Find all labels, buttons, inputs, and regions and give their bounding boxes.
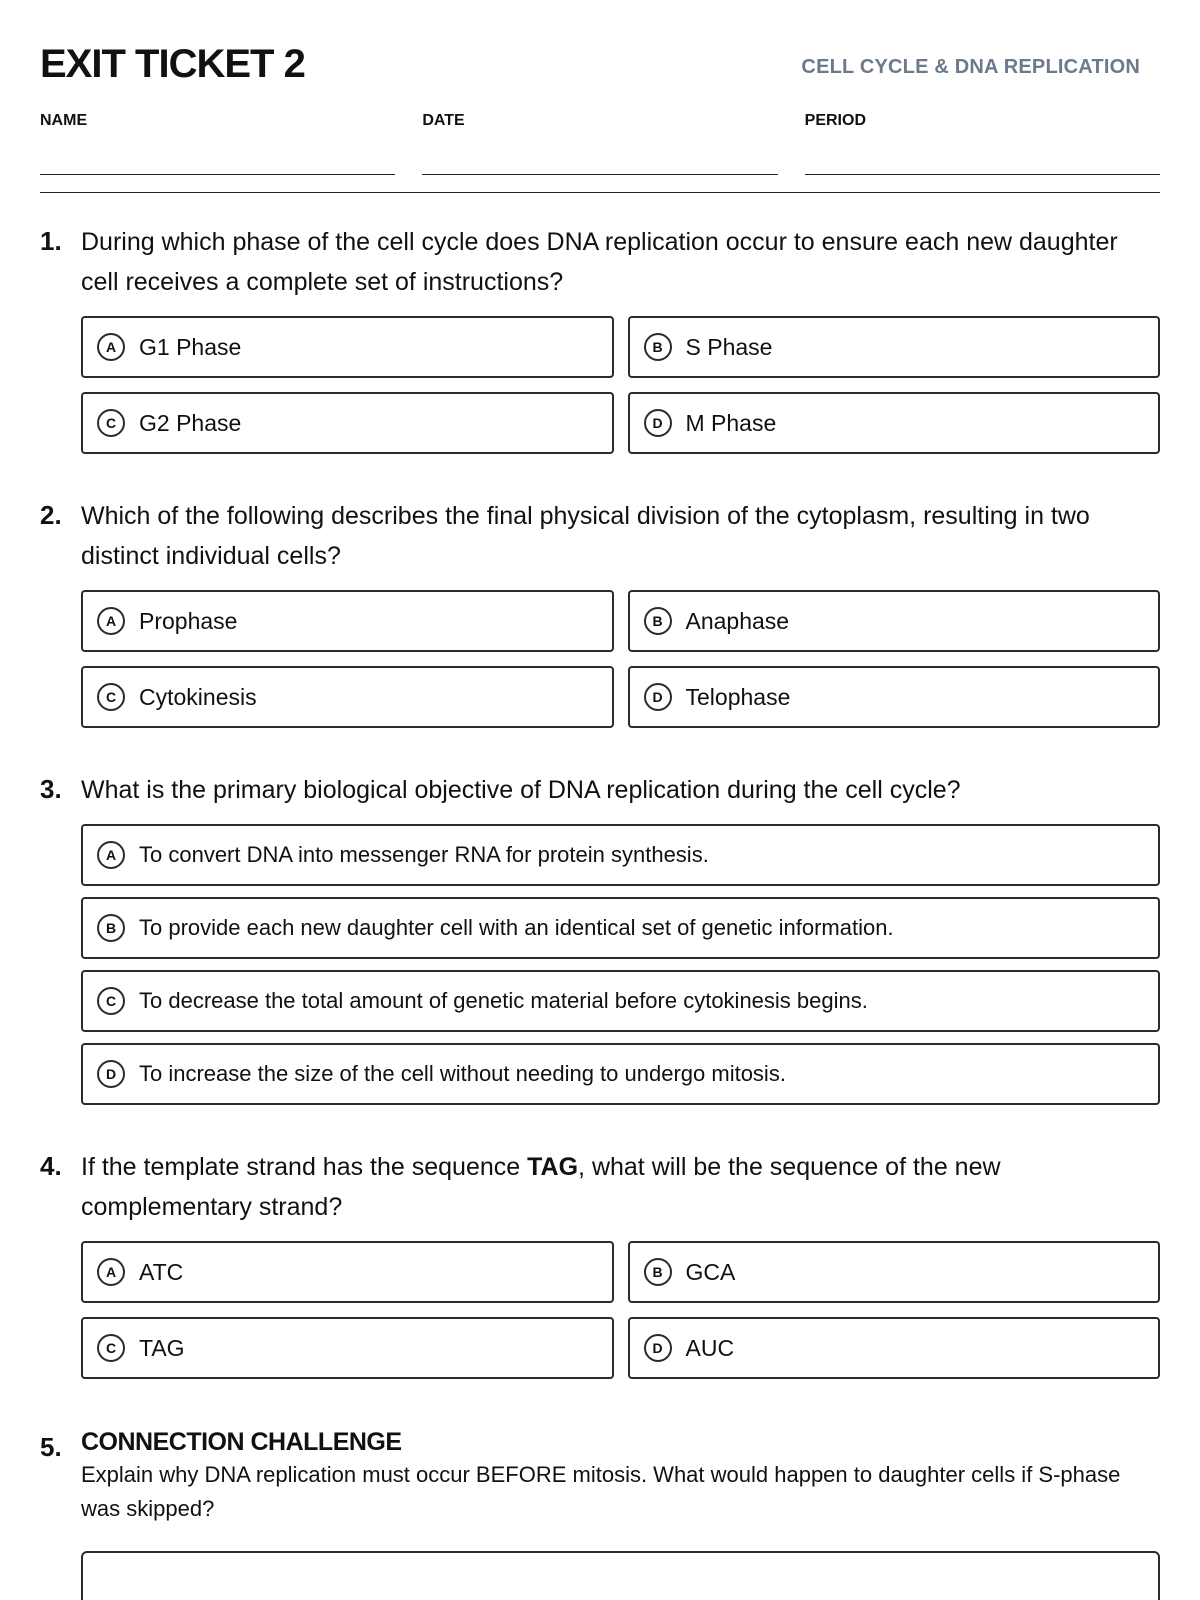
question-text-start: If the template strand has the sequence: [81, 1153, 528, 1181]
option-letter-bubble: B: [644, 1258, 672, 1286]
question-5: [40, 1426, 1160, 1526]
option-letter-bubble: A: [97, 333, 125, 361]
header-divider: [40, 192, 1160, 193]
question-number: 5.: [40, 1432, 62, 1462]
question-text: [81, 1147, 1160, 1227]
option-b[interactable]: [628, 1241, 1161, 1303]
option-text: G1 Phase: [139, 333, 242, 360]
answer-options: [81, 1241, 1160, 1379]
option-b[interactable]: [628, 316, 1161, 378]
option-letter-bubble: D: [644, 1334, 672, 1362]
option-c[interactable]: [81, 392, 614, 454]
option-a[interactable]: [81, 1241, 614, 1303]
option-a[interactable]: [81, 590, 614, 652]
option-c[interactable]: [81, 970, 1160, 1032]
period-line: [805, 174, 1160, 175]
page-title: EXIT TICKET 2: [40, 42, 305, 86]
written-answer-box[interactable]: [81, 1551, 1160, 1600]
option-text: M Phase: [685, 409, 777, 436]
option-letter-bubble: C: [97, 683, 125, 711]
sequence-highlight: TAG: [527, 1153, 579, 1181]
page-subtitle: CELL CYCLE & DNA REPLICATION: [801, 56, 1140, 78]
option-letter-bubble: D: [97, 1060, 125, 1088]
option-letter-bubble: C: [97, 1334, 125, 1362]
option-text: Prophase: [139, 607, 238, 634]
date-field[interactable]: [422, 112, 777, 175]
option-letter-bubble: A: [97, 607, 125, 635]
option-text: To convert DNA into messenger RNA for protein synthesis.: [139, 842, 709, 867]
option-a[interactable]: [81, 316, 614, 378]
option-letter-bubble: B: [97, 914, 125, 942]
question-2: [40, 496, 1160, 728]
question-number: 3.: [40, 774, 62, 804]
date-line: [422, 174, 777, 175]
challenge-prompt: Explain why DNA replication must occur BEFORE mitosis. What would happen to daughter cells if S-phase was skipped?: [81, 1462, 1121, 1521]
answer-options: [81, 316, 1160, 454]
option-d[interactable]: [628, 392, 1161, 454]
option-letter-bubble: D: [644, 683, 672, 711]
name-label: NAME: [40, 112, 88, 129]
option-text: To provide each new daughter cell with an identical set of genetic information.: [139, 915, 894, 940]
header: [40, 0, 1160, 110]
option-text: Anaphase: [685, 607, 790, 634]
option-d[interactable]: [81, 1043, 1160, 1105]
option-letter-bubble: C: [97, 409, 125, 437]
option-text: ATC: [139, 1258, 184, 1285]
question-number: 1.: [40, 226, 62, 256]
option-a[interactable]: [81, 824, 1160, 886]
option-letter-bubble: A: [97, 841, 125, 869]
period-label: PERIOD: [804, 112, 866, 129]
option-d[interactable]: [628, 1317, 1161, 1379]
answer-options: [81, 824, 1160, 1105]
option-text: AUC: [685, 1334, 735, 1361]
option-text: Cytokinesis: [139, 683, 257, 710]
question-number: 2.: [40, 500, 62, 530]
option-c[interactable]: [81, 666, 614, 728]
name-line: [40, 174, 395, 175]
name-field[interactable]: [40, 112, 395, 175]
option-letter-bubble: A: [97, 1258, 125, 1286]
option-letter-bubble: B: [644, 607, 672, 635]
question-text: During which phase of the cell cycle does DNA replication occur to ensure each new daughter cell receives a complete set of instructions?: [81, 228, 1118, 296]
question-text: Which of the following describes the final physical division of the cytoplasm, resulting in two distinct individual cells?: [81, 502, 1090, 570]
option-b[interactable]: [81, 897, 1160, 959]
option-text: S Phase: [685, 333, 773, 360]
option-letter-bubble: B: [644, 333, 672, 361]
option-letter-bubble: D: [644, 409, 672, 437]
option-letter-bubble: C: [97, 987, 125, 1015]
student-info-fields: [40, 112, 1160, 175]
challenge-title: CONNECTION CHALLENGE: [81, 1428, 402, 1456]
answer-options: [81, 590, 1160, 728]
question-4: [40, 1147, 1160, 1379]
option-text: TAG: [139, 1334, 185, 1361]
option-d[interactable]: [628, 666, 1161, 728]
option-text: Telophase: [685, 683, 791, 710]
period-field[interactable]: [805, 112, 1160, 175]
question-text: What is the primary biological objective of DNA replication during the cell cycle?: [81, 776, 961, 804]
question-1: [40, 222, 1160, 454]
date-label: DATE: [422, 112, 465, 129]
option-b[interactable]: [628, 590, 1161, 652]
question-3: [40, 770, 1160, 1105]
option-text: GCA: [685, 1258, 736, 1285]
option-text: G2 Phase: [139, 409, 242, 436]
option-text: To decrease the total amount of genetic material before cytokinesis begins.: [139, 988, 868, 1013]
question-text-end: , what will be the sequence of the new complementary strand?: [81, 1153, 1001, 1221]
option-text: To increase the size of the cell without needing to undergo mitosis.: [139, 1061, 786, 1086]
option-c[interactable]: [81, 1317, 614, 1379]
question-number: 4.: [40, 1151, 62, 1181]
